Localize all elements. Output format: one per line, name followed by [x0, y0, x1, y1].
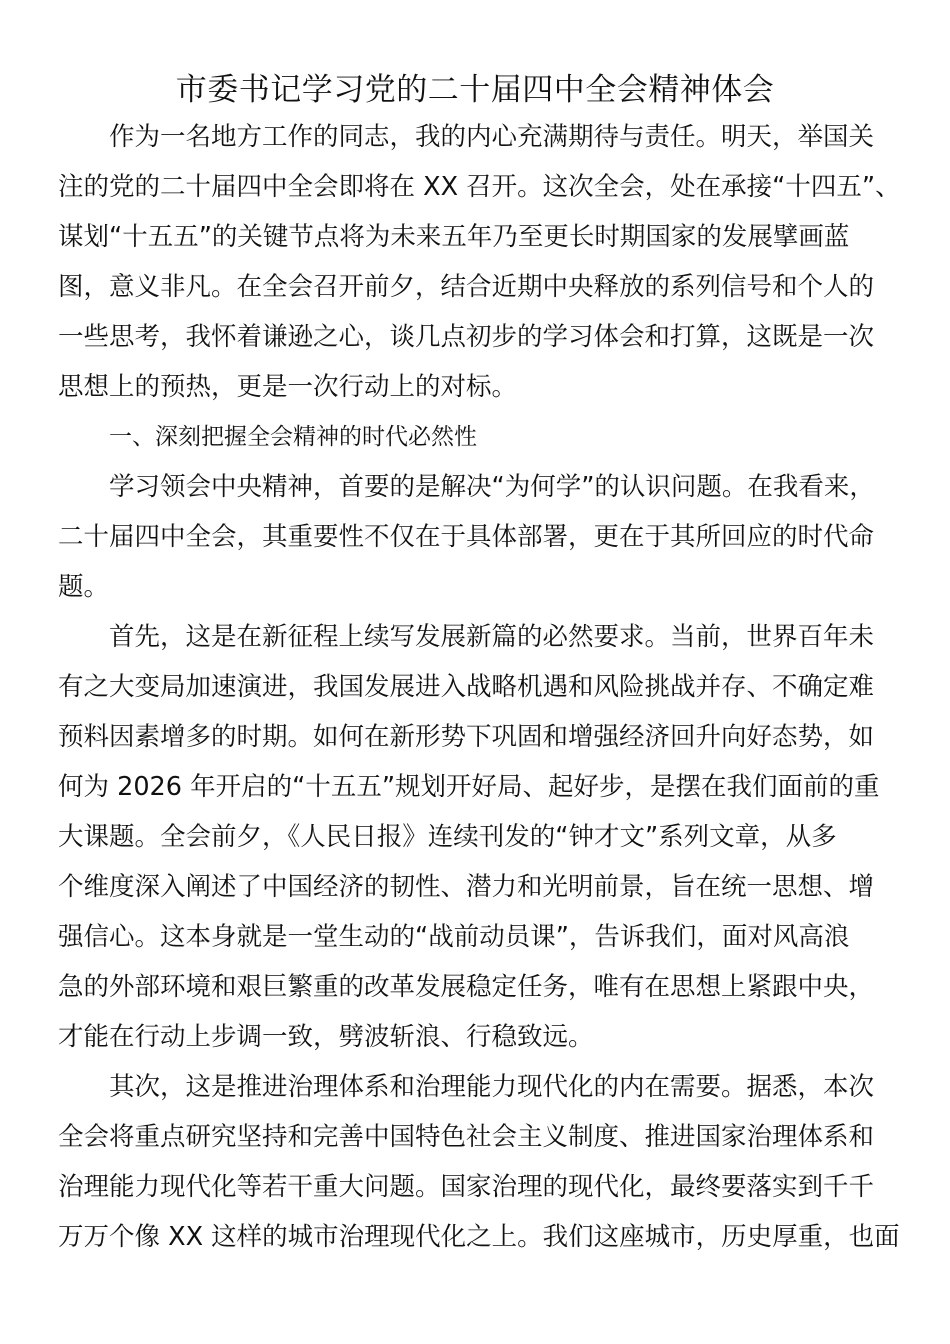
paragraph-line: 强信心。这本身就是一堂生动的“战前动员课”，告诉我们，面对风高浪: [58, 922, 850, 952]
paragraph-line: 首先，这是在新征程上续写发展新篇的必然要求。当前，世界百年未: [109, 622, 875, 652]
paragraph-line: 何为 2026 年开启的“十五五”规划开好局、起好步，是摆在我们面前的重: [58, 772, 880, 802]
paragraph-line: 题。: [58, 572, 110, 602]
paragraph-line: 有之大变局加速演进，我国发展进入战略机遇和风险挑战并存、不确定难: [58, 672, 875, 702]
paragraph-line: 思想上的预热，更是一次行动上的对标。: [58, 372, 518, 402]
paragraph-line: 学习领会中央精神，首要的是解决“为何学”的认识问题。在我看来，: [109, 472, 875, 502]
paragraph-line: 大课题。全会前夕，《人民日报》连续刊发的“钟才文”系列文章，从多: [58, 822, 837, 852]
paragraph-line: 预料因素增多的时期。如何在新形势下巩固和增强经济回升向好态势，如: [58, 722, 875, 752]
document-title: 市委书记学习党的二十届四中全会精神体会: [175, 72, 775, 108]
paragraph-line: 急的外部环境和艰巨繁重的改革发展稳定任务，唯有在思想上紧跟中央，: [58, 972, 875, 1002]
paragraph-line: 才能在行动上步调一致，劈波斩浪、行稳致远。: [58, 1022, 594, 1052]
paragraph-line: 图，意义非凡。在全会召开前夕，结合近期中央释放的系列信号和个人的: [58, 272, 875, 302]
paragraph-line: 谋划“十五五”的关键节点将为未来五年乃至更长时期国家的发展擘画蓝: [58, 222, 850, 252]
paragraph-line: 作为一名地方工作的同志，我的内心充满期待与责任。明天，举国关: [109, 122, 875, 152]
paragraph-line: 注的党的二十届四中全会即将在 XX 召开。这次全会，处在承接“十四五”、: [58, 172, 901, 202]
section-heading: 一、深刻把握全会精神的时代必然性: [109, 424, 477, 450]
paragraph-line: 个维度深入阐述了中国经济的韧性、潜力和光明前景，旨在统一思想、增: [58, 872, 875, 902]
paragraph-line: 二十届四中全会，其重要性不仅在于具体部署，更在于其所回应的时代命: [58, 522, 875, 552]
paragraph-line: 治理能力现代化等若干重大问题。国家治理的现代化，最终要落实到千千: [58, 1172, 875, 1202]
paragraph-line: 万万个像 XX 这样的城市治理现代化之上。我们这座城市，历史厚重，也面: [58, 1222, 900, 1252]
paragraph-line: 其次，这是推进治理体系和治理能力现代化的内在需要。据悉，本次: [109, 1072, 875, 1102]
paragraph-line: 一些思考，我怀着谦逊之心，谈几点初步的学习体会和打算，这既是一次: [58, 322, 875, 352]
paragraph-line: 全会将重点研究坚持和完善中国特色社会主义制度、推进国家治理体系和: [58, 1122, 875, 1152]
